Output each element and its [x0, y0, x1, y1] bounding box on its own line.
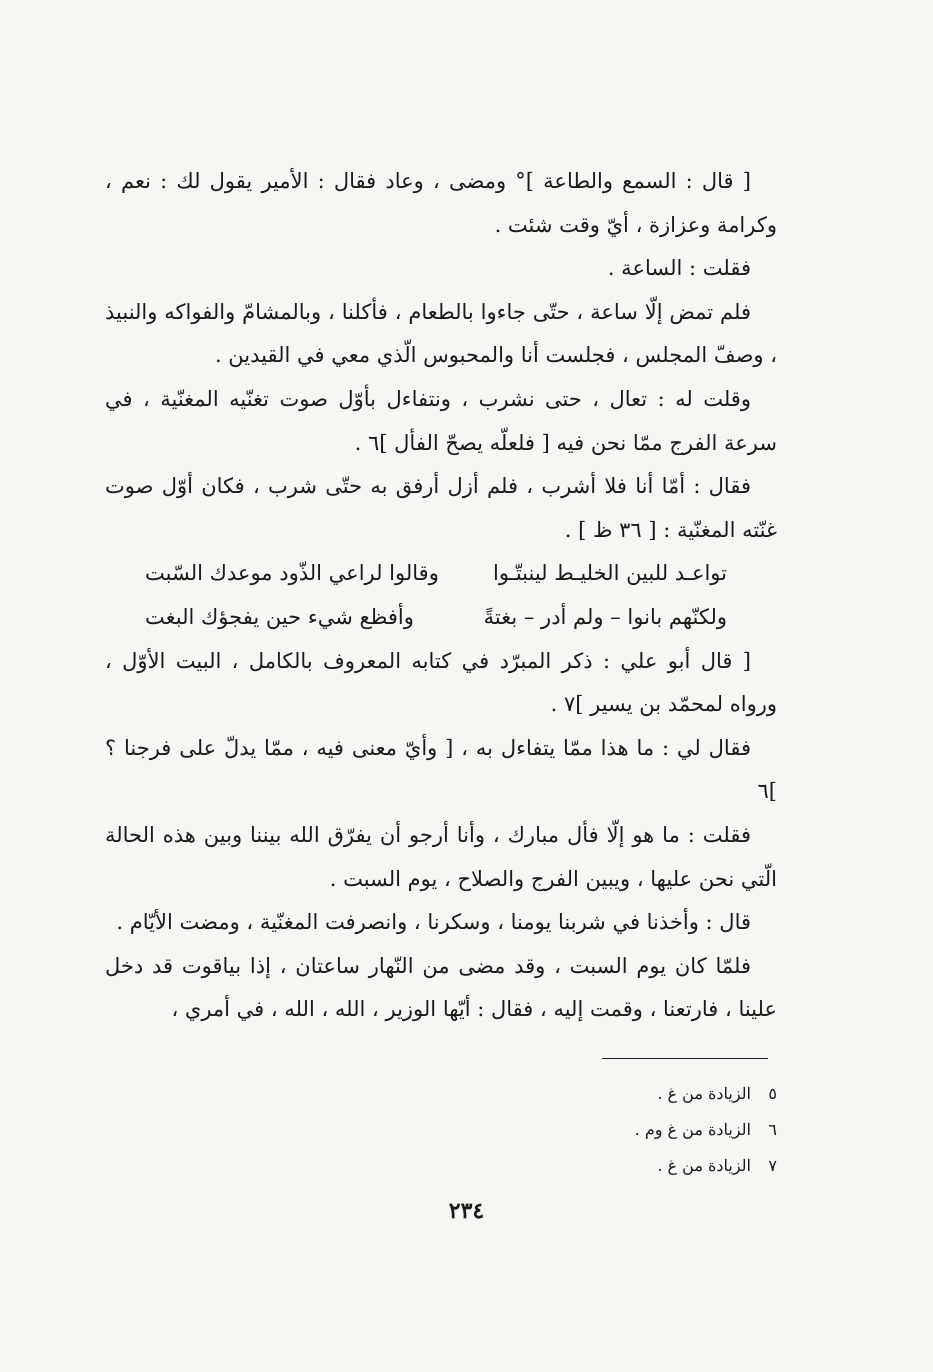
- footnote-divider: [602, 1058, 768, 1059]
- footnote-text: الزيادة من غ .: [657, 1084, 751, 1103]
- paragraph: قال : وأخذنا في شربنا يومنا ، وسكرنا ، وانصرفت المغنّية ، ومضت الأيّام .: [116, 910, 751, 935]
- footnote: [105, 1076, 777, 1112]
- verse-line: [105, 596, 777, 640]
- paragraph: فلمّا كان يوم السبت ، وقد مضى من النّهار ساعتان ، إذا بياقوت قد دخل علينا ، فارتعنا ، وقمت إليه ، فقال : أيّها الوزير ، الله ، الله ، في أمري ،: [105, 953, 777, 1022]
- paragraph: وقلت له : تعال ، حتى نشرب ، ونتفاءل بأوّل صوت تغنّيه المغنّية ، في سرعة الفرج ممّا نحن فيه [ فلعلّه يصحّ الفأل ]٦ .: [105, 386, 777, 455]
- footnote-text: الزيادة من غ .: [657, 1156, 751, 1175]
- paragraph: فقال : أمّا أنا فلا أشرب ، فلم أزل أرفق به حتّى شرب ، فكان أوّل صوت غنّته المغنّية : [ ٣٦ ظ ] .: [105, 474, 777, 542]
- footnote-number: ٥: [768, 1084, 777, 1103]
- verse-hemistich: تواعـد للبين الخليـط لينبتّـوا: [492, 561, 727, 586]
- page-number: ٢٣٤: [448, 1198, 485, 1224]
- paragraph: [ قال أبو علي : ذكر المبرّد في كتابه المعروف بالكامل ، البيت الأوّل ، ورواه لمحمّد بن يسير ]٧ .: [105, 648, 777, 717]
- footnote: [105, 1112, 777, 1148]
- paragraph: [ قال : السمع والطاعة ]° ومضى ، وعاد فقال : الأمير يقول لك : نعم ، وكرامة وعزازة ، أيّ وقت شئت .: [105, 169, 777, 237]
- footnote: [105, 1148, 777, 1184]
- verse-line: [105, 552, 777, 596]
- paragraph: فلم تمض إلّا ساعة ، حتّى جاءوا بالطعام ، فأكلنا ، وبالمشامّ والفواكه والنبيذ ، وصفّ المجلس ، فجلست أنا والمحبوس الّذي معي في القيدين .: [105, 299, 777, 368]
- footnotes: [105, 1076, 777, 1184]
- footnote-number: ٧: [768, 1156, 777, 1175]
- verse-hemistich: وقالوا لراعي الذّود موعدك السّبت: [145, 561, 439, 586]
- main-text: [105, 160, 777, 1032]
- paragraph: فقلت : الساعة .: [607, 256, 751, 281]
- verse-hemistich: وأفظع شيء حين يفجؤك البغت: [145, 604, 414, 629]
- footnote-number: ٦: [768, 1120, 777, 1139]
- paragraph: فقال لي : ما هذا ممّا يتفاءل به ، [ وأيّ معنى فيه ، ممّا يدلّ على فرجنا ؟ ]٦: [105, 735, 777, 804]
- verse-hemistich: ولكنّهم بانوا – ولم أدر – بغتةً: [483, 604, 727, 629]
- footnote-text: الزيادة من غ وم .: [634, 1120, 751, 1139]
- paragraph: فقلت : ما هو إلّا فأل مبارك ، وأنا أرجو أن يفرّق الله بيننا وبين هذه الحالة الّتي نحن عليها ، ويبين الفرج والصلاح ، يوم السبت .: [105, 822, 777, 891]
